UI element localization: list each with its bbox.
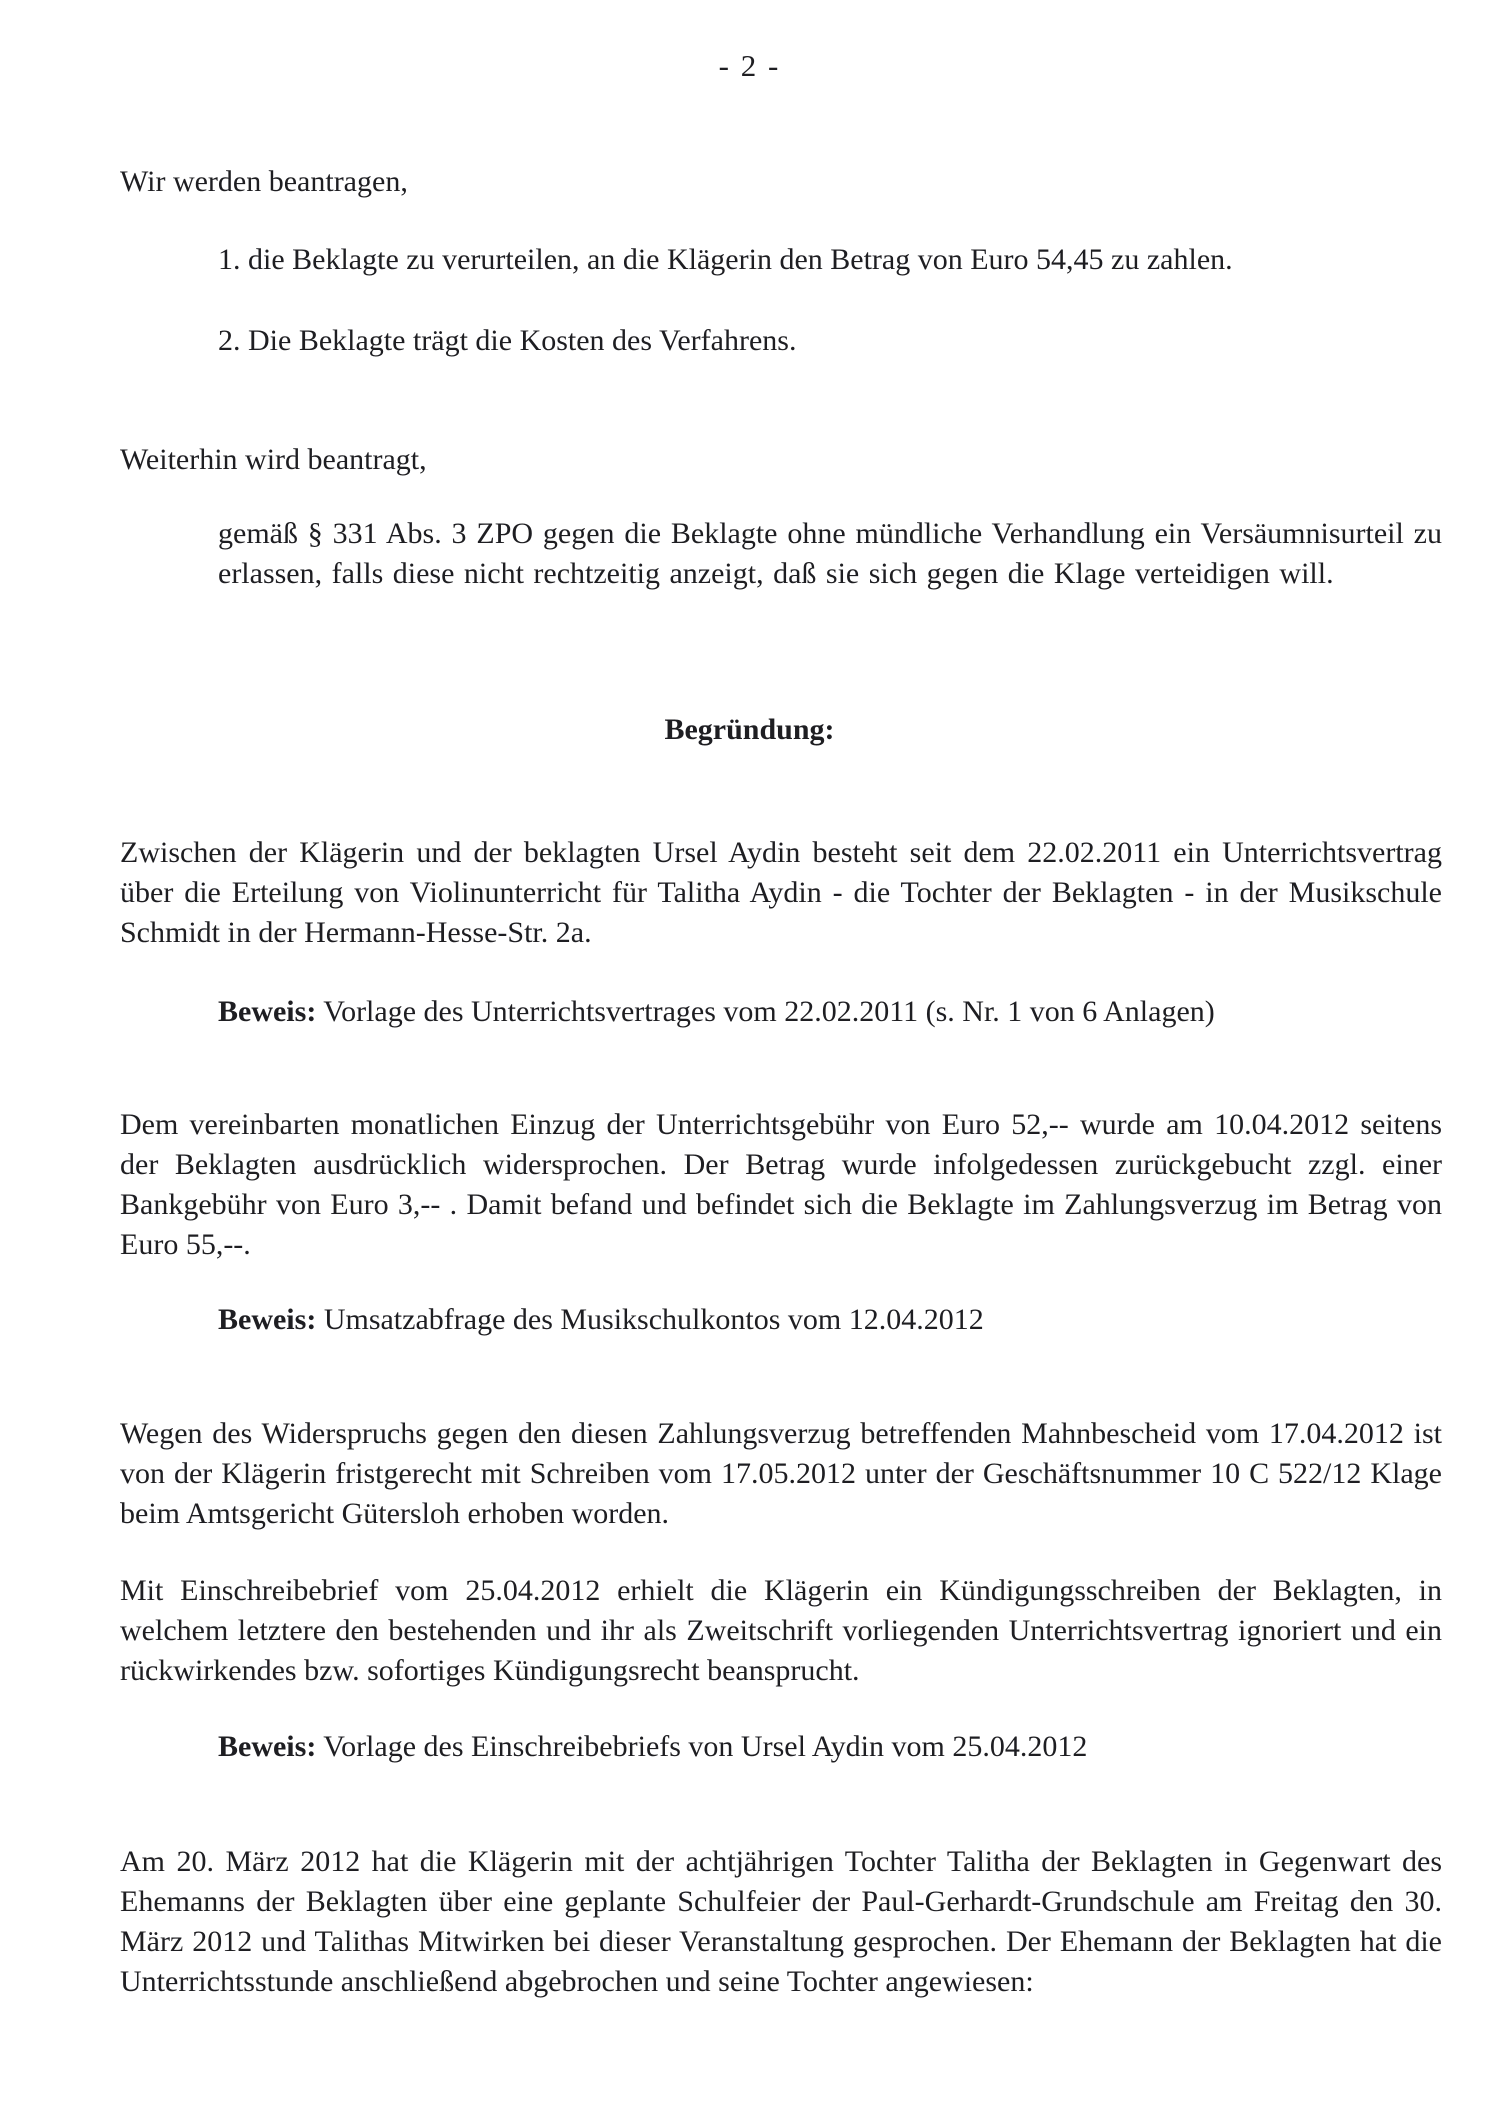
paragraph-termination-letter: Mit Einschreibebrief vom 25.04.2012 erhielt die Klägerin ein Kündigungsschreiben der Beklagten, in welchem letztere den bestehenden und ihr als Zweitschrift vorliegenden Unterrichtsvertrag ignoriert und ein rückwirkendes bzw. sofortiges Kündigungsrecht beansprucht. xyxy=(120,1574,1442,1687)
page-number: - 2 - xyxy=(718,48,781,83)
proof-text: Umsatzabfrage des Musikschulkontos vom 12.04.2012 xyxy=(316,1303,984,1336)
proof-contract xyxy=(218,992,1442,1032)
paragraph-lawsuit: Wegen des Widerspruchs gegen den diesen Zahlungsverzug betreffenden Mahnbescheid vom 17.04.2012 ist von der Klägerin fristgerecht mit Schreiben vom 17.05.2012 unter der Geschäftsnummer 10 C 522/12 Klage beim Amtsgericht Gütersloh erhoben worden. xyxy=(120,1417,1442,1530)
proof-label: Beweis: xyxy=(218,995,317,1028)
request-item-2: 2. Die Beklagte trägt die Kosten des Verfahrens. xyxy=(218,324,797,357)
proof-registered-letter xyxy=(218,1727,1442,1767)
request-intro: Wir werden beantragen, xyxy=(120,165,408,198)
further-request-text: gemäß § 331 Abs. 3 ZPO gegen die Beklagte ohne mündliche Verhandlung ein Versäumnisurteil zu erlassen, falls diese nicht rechtzeitig anzeigt, daß sie sich gegen die Klage verteidigen will. xyxy=(218,517,1442,590)
proof-text: Vorlage des Einschreibebriefs von Ursel Aydin vom 25.04.2012 xyxy=(316,1730,1088,1763)
proof-label: Beweis: xyxy=(218,1730,317,1763)
section-heading: Begründung: xyxy=(664,713,835,746)
proof-text: Vorlage des Unterrichtsvertrages vom 22.02.2011 (s. Nr. 1 von 6 Anlagen) xyxy=(316,995,1215,1028)
proof-account-query xyxy=(218,1300,1442,1340)
further-request-intro: Weiterhin wird beantragt, xyxy=(120,443,427,476)
paragraph-school-event: Am 20. März 2012 hat die Klägerin mit der achtjährigen Tochter Talitha der Beklagten in Gegenwart des Ehemanns der Beklagten über eine geplante Schulfeier der Paul-Gerhardt-Grundschule am Freitag den 30. März 2012 und Talithas Mitwirken bei dieser Veranstaltung gesprochen. Der Ehemann der Beklagten hat die Unterrichtsstunde anschließend abgebrochen und seine Tochter angewiesen: xyxy=(120,1845,1442,1998)
proof-label: Beweis: xyxy=(218,1303,317,1336)
paragraph-contract: Zwischen der Klägerin und der beklagten Ursel Aydin besteht seit dem 22.02.2011 ein Unterrichtsvertrag über die Erteilung von Violinunterricht für Talitha Aydin - die Tochter der Beklagten - in der Musikschule Schmidt in der Hermann-Hesse-Str. 2a. xyxy=(120,836,1442,949)
paragraph-payment-default: Dem vereinbarten monatlichen Einzug der Unterrichtsgebühr von Euro 52,-- wurde am 10.04.2012 seitens der Beklagten ausdrücklich widersprochen. Der Betrag wurde infolgedessen zurückgebucht zzgl. einer Bankgebühr von Euro 3,-- . Damit befand und befindet sich die Beklagte im Zahlungsverzug im Betrag von Euro 55,--. xyxy=(120,1108,1442,1261)
request-item-1: 1. die Beklagte zu verurteilen, an die Klägerin den Betrag von Euro 54,45 zu zahlen. xyxy=(218,243,1233,276)
